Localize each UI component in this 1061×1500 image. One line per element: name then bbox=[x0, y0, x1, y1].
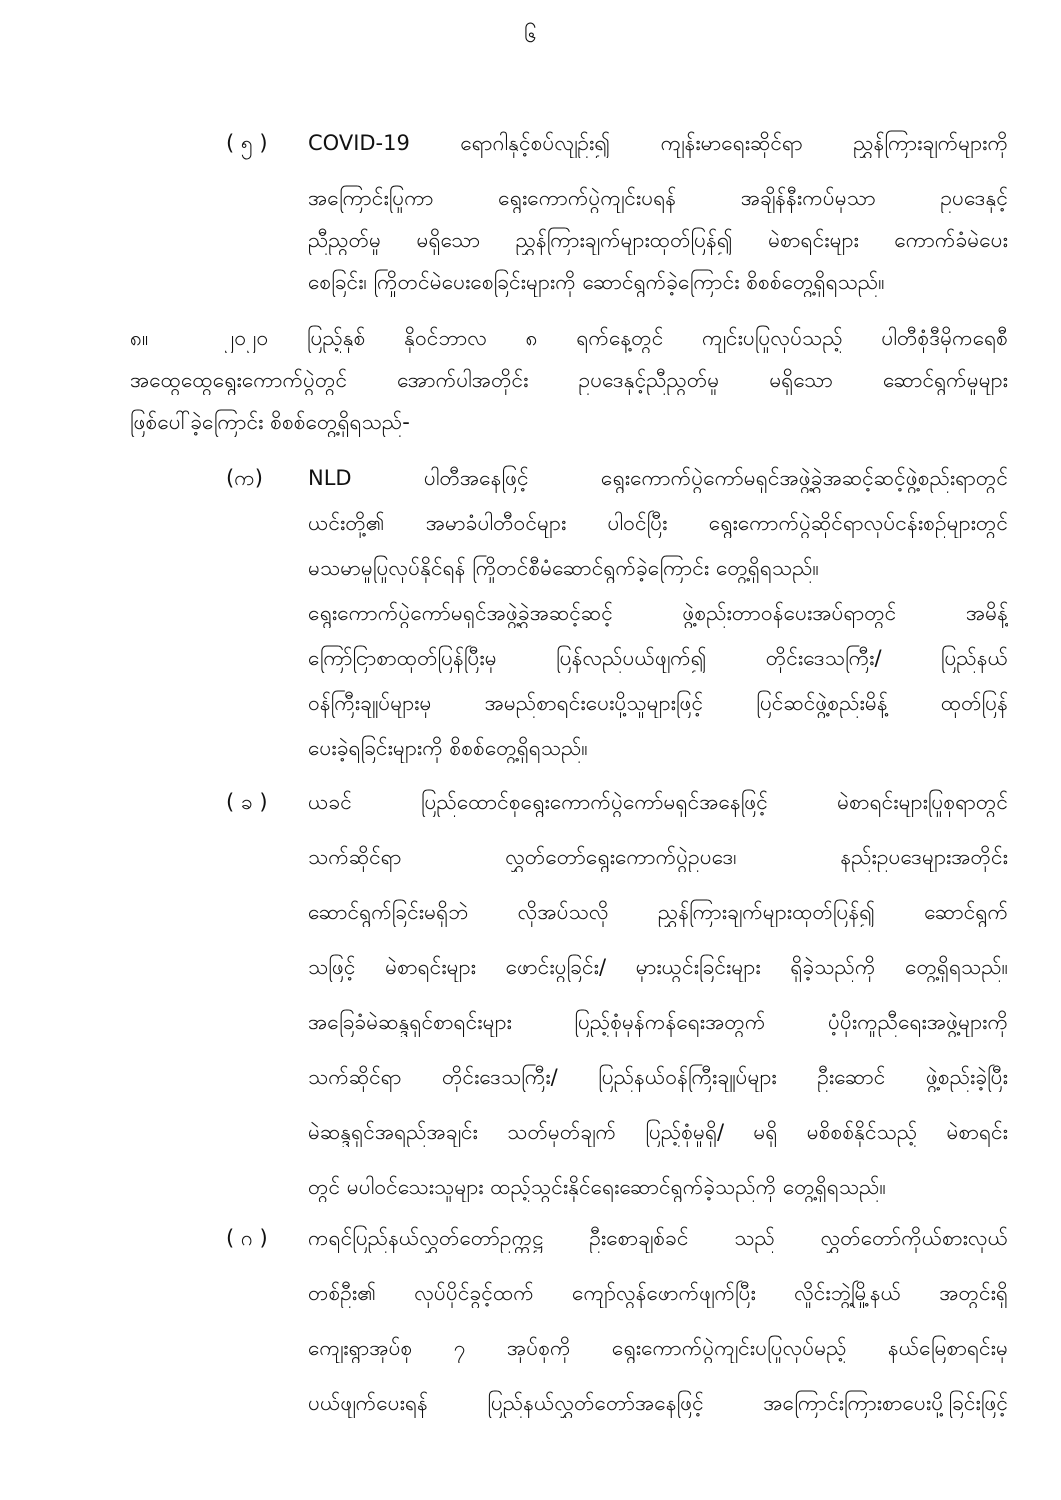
text-line: ယခင် ပြည်ထောင်စုရွေးကောက်ပွဲကော်မရှင်အနေဖြင့် မဲစာရင်းများပြုစုရာတွင် bbox=[308, 790, 1008, 814]
text-line: ညီညွတ်မှု မရှိသော ညွှန်ကြားချက်များထုတ်ပြန်၍ မဲစာရင်းများ ကောက်ခံမဲပေး bbox=[308, 228, 1008, 252]
item-label: ( ဂ ) bbox=[226, 1226, 268, 1250]
text-line: ပယ်ဖျက်ပေးရန် ပြည်နယ်လွှတ်တော်အနေဖြင့် အကြောင်းကြားစာပေးပို့ခြင်းဖြင့် bbox=[308, 1391, 1008, 1415]
text-line: ကြော်ငြာစာထုတ်ပြန်ပြီးမှ ပြန်လည်ပယ်ဖျက်၍ တိုင်းဒေသကြီး/ ပြည်နယ် bbox=[308, 646, 1008, 670]
text-line: သဖြင့် မဲစာရင်းများ ဖောင်းပွခြင်း/ မှားယွင်းခြင်းများ ရှိခဲ့သည်ကို တွေ့ရှိရသည်။ bbox=[308, 955, 1008, 979]
text-line: သက်ဆိုင်ရာ လွှတ်တော်ရွေးကောက်ပွဲဥပဒေ၊ နည်းဥပဒေများအတိုင်း bbox=[308, 845, 1008, 869]
text-line: NLD ပါတီအနေဖြင့် ရွေးကောက်ပွဲကော်မရှင်အဖွဲ့ခွဲအဆင့်ဆင့်ဖွဲ့စည်းရာတွင် bbox=[308, 466, 1008, 490]
paragraph-number: ၈။ bbox=[130, 326, 149, 350]
text-line: အကြောင်းပြုကာ ရွေးကောက်ပွဲကျင်းပရန် အချိန်နီးကပ်မှသာ ဥပဒေနှင့် bbox=[308, 186, 1008, 210]
text-line: ၂၀၂၀ ပြည့်နှစ် နိုဝင်ဘာလ ၈ ရက်နေ့တွင် ကျင်းပပြုလုပ်သည့် ပါတီစုံဒီမိုကရေစီ bbox=[224, 326, 1008, 350]
text-line: တစ်ဦး၏ လုပ်ပိုင်ခွင့်ထက် ကျော်လွန်ဖောက်ဖျက်ပြီး လှိုင်းဘွဲ့မြို့နယ် အတွင်းရှိ bbox=[308, 1281, 1008, 1305]
text-line: COVID-19 ရောဂါနှင့်စပ်လျဉ်း၍ ကျန်းမာရေးဆိုင်ရာ ညွှန်ကြားချက်များကို bbox=[308, 131, 1008, 155]
text-line: မဲဆန္ဒရှင်အရည်အချင်း သတ်မှတ်ချက် ပြည့်စုံမှုရှိ/ မရှိ မစိစစ်နိုင်သည့် မဲစာရင်း bbox=[308, 1120, 1008, 1144]
item-label: (က) bbox=[226, 466, 263, 490]
text-line: ဖြစ်ပေါ်ခဲ့ကြောင်း စိစစ်တွေ့ရှိရသည်- bbox=[130, 410, 410, 434]
text-line: အခြေခံမဲဆန္ဒရှင်စာရင်းများ ပြည့်စုံမှန်ကန်ရေးအတွက် ပံ့ပိုးကူညီရေးအဖွဲ့များကို bbox=[308, 1010, 1008, 1034]
text-line: အထွေထွေရွေးကောက်ပွဲတွင် အောက်ပါအတိုင်း ဥပဒေနှင့်ညီညွတ်မှု မရှိသော ဆောင်ရွက်မှုများ bbox=[130, 368, 1008, 392]
text-line: ရွေးကောက်ပွဲကော်မရှင်အဖွဲ့ခွဲအဆင့်ဆင့် ဖွဲ့စည်းတာဝန်ပေးအပ်ရာတွင် အမိန့် bbox=[308, 601, 1008, 625]
item-label: ( ၅ ) bbox=[226, 131, 268, 155]
text-line: ကရင်ပြည်နယ်လွှတ်တော်ဥက္ကဋ္ဌ ဦးစောချစ်ခင် သည် လွှတ်တော်ကိုယ်စားလှယ် bbox=[308, 1226, 1008, 1250]
text-line: ပေးခဲ့ရခြင်းများကို စိစစ်တွေ့ရှိရသည်။ bbox=[308, 736, 588, 760]
text-line: သက်ဆိုင်ရာ တိုင်းဒေသကြီး/ ပြည်နယ်ဝန်ကြီးချုပ်များ ဦးဆောင် ဖွဲ့စည်းခဲ့ပြီး bbox=[308, 1065, 1008, 1089]
text-line: စေခြင်း၊ ကြိုတင်မဲပေးစေခြင်းများကို ဆောင်ရွက်ခဲ့ကြောင်း စိစစ်တွေ့ရှိရသည်။ bbox=[308, 270, 885, 294]
text-line: တွင် မပါဝင်သေးသူများ ထည့်သွင်းနိုင်ရေးဆောင်ရွက်ခဲ့သည်ကို တွေ့ရှိရသည်။ bbox=[308, 1175, 886, 1199]
text-line: ယင်းတို့၏ အမာခံပါတီဝင်များ ပါဝင်ပြီး ရွေးကောက်ပွဲဆိုင်ရာလုပ်ငန်းစဉ်များတွင် bbox=[308, 511, 1008, 535]
text-line: ကျေးရွာအုပ်စု ၇ အုပ်စုကို ရွေးကောက်ပွဲကျင်းပပြုလုပ်မည့် နယ်မြေစာရင်းမှ bbox=[308, 1336, 1008, 1360]
text-line: ဝန်ကြီးချုပ်များမှ အမည်စာရင်းပေးပို့သူများဖြင့် ပြင်ဆင်ဖွဲ့စည်းမိန့် ထုတ်ပြန် bbox=[308, 691, 1008, 715]
text-line: မသမာမှုပြုလုပ်နိုင်ရန် ကြိုတင်စီမံဆောင်ရွက်ခဲ့ကြောင်း တွေ့ရှိရသည်။ bbox=[308, 556, 819, 580]
page-number: ၆ bbox=[524, 23, 537, 48]
item-label: ( ခ ) bbox=[226, 790, 268, 814]
text-line: ဆောင်ရွက်ခြင်းမရှိဘဲ လိုအပ်သလို ညွှန်ကြားချက်များထုတ်ပြန်၍ ဆောင်ရွက် bbox=[308, 900, 1008, 924]
